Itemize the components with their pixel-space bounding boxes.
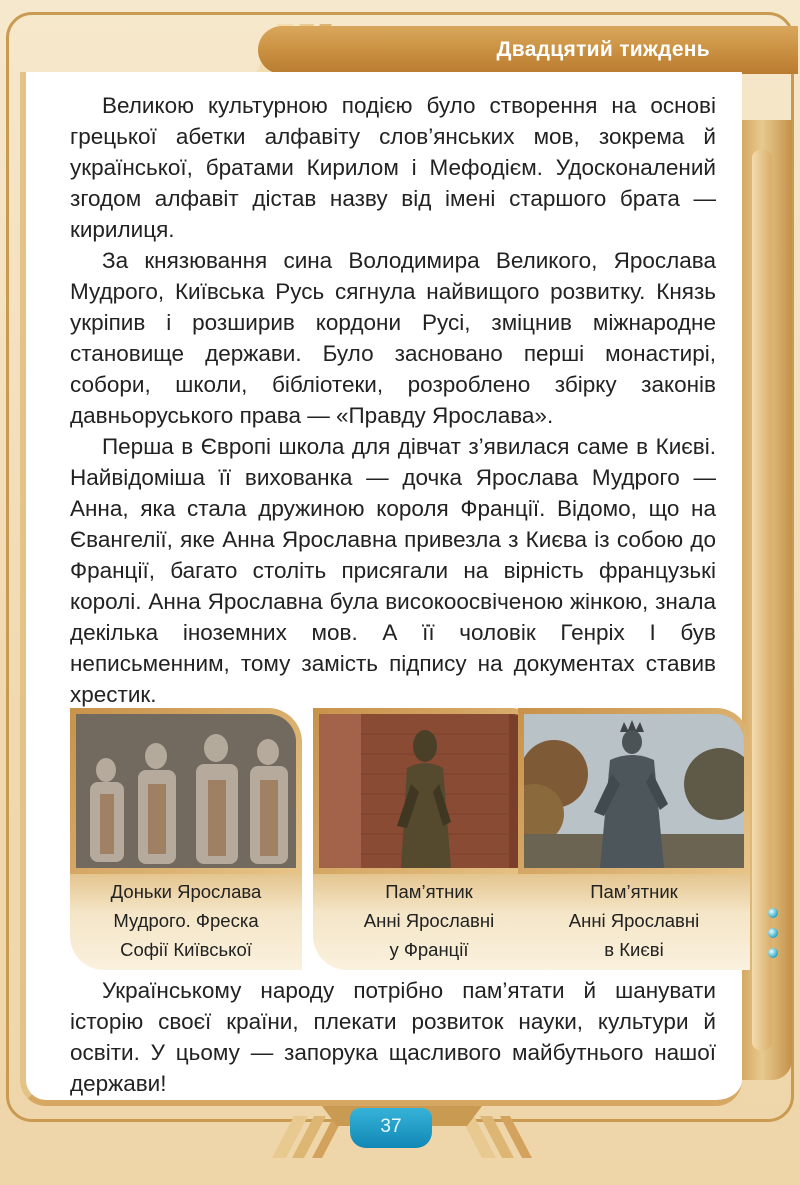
paragraph-1: Великою культурною подією було створення на основі грецької абетки алфавіту слов’янських мов, зокрема й української, братами Кирилом і Мефодієм. Удосконалений згодом алфавіт дістав назву від імені старшого брата — кирилиця. (70, 93, 716, 242)
paragraph-2: За князювання сина Володимира Великого, Ярослава Мудрого, Київська Русь сягнула найвищого розвитку. Князь укріпив і розширив кордони Русі, зміцнив міжнародне становище держави. Було засновано перші монастирі, собори, школи, бібліотеки, розроблено збірку законів давньоруського права — «Правду Ярослава». (70, 248, 716, 428)
main-text (70, 90, 716, 710)
monument-kyiv-image (524, 714, 744, 868)
section-title: Двадцятий тиждень (496, 38, 710, 61)
dot-icon (768, 908, 778, 918)
gallery-card-monument-france (313, 708, 545, 970)
dot-icon (768, 948, 778, 958)
caption-monument-kyiv: Пам’ятник Анні Ярославні в Києві (518, 874, 750, 970)
gallery-card-fresco (70, 708, 302, 970)
decorative-dots (768, 908, 780, 958)
closing-text (70, 975, 716, 1099)
paragraph-4: Українському народу потрібно пам’ятати й шанувати історію своєї країни, плекати розвиток науки, культури й освіти. У цьому — запорука щасливого майбутнього нашої держави! (70, 978, 716, 1096)
image-gallery (70, 708, 720, 970)
gallery-card-monument-kyiv (518, 708, 750, 970)
monument-france-image (319, 714, 539, 868)
paragraph-3: Перша в Європі школа для дівчат з’явилася саме в Києві. Найвідоміша її вихованка — дочка Ярослава Мудрого — Анна, яка стала дружиною короля Франції. Відомо, що на Євангелії, яке Анна Ярославна привезла з Києва із собою до Франції, багато століть присягали на вірність французькі королі. Анна Ярославна була високоосвіченою жінкою, знала декілька іноземних мов. А її чоловік Генріх I був неписьменним, тому замість підпису на документах ставив хрестик. (70, 434, 716, 707)
caption-monument-france: Пам’ятник Анні Ярославні у Франції (313, 874, 545, 970)
fresco-image (76, 714, 296, 868)
caption-fresco: Доньки Ярослава Мудрого. Фреска Софії Київської (70, 874, 302, 970)
page-number: 37 (350, 1108, 432, 1148)
dot-icon (768, 928, 778, 938)
